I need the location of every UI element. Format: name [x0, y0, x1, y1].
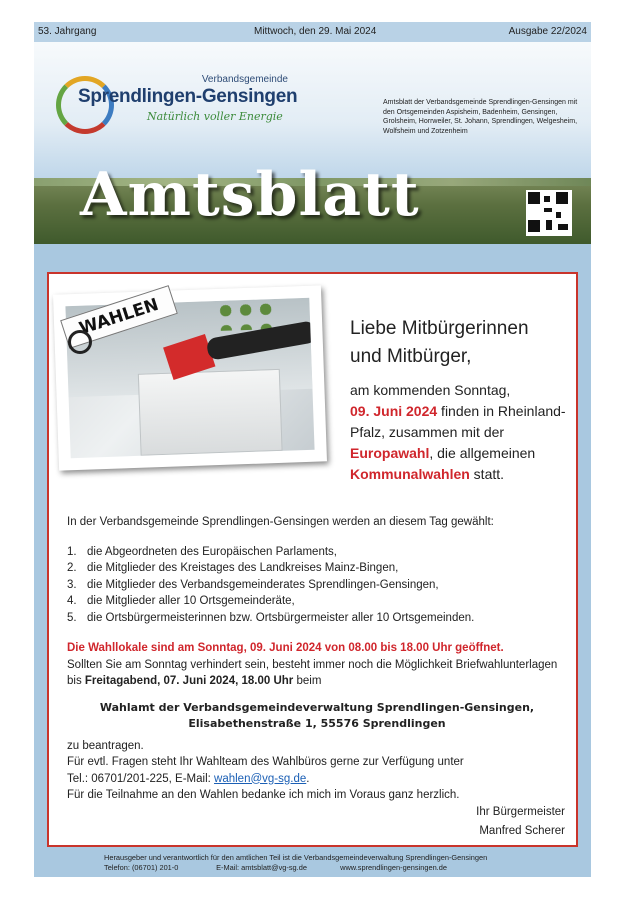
election-list [67, 544, 567, 627]
email-link[interactable]: wahlen@vg-sg.de [214, 772, 307, 785]
office-line-1: Wahlamt der Verbandsgemeindeverwaltung Sprendlingen-Gensingen, [99, 700, 535, 714]
lead-text: In der Verbandsgemeinde Sprendlingen-Gensingen werden an diesem Tag gewählt: [67, 516, 494, 528]
intro-text-d: statt. [469, 466, 505, 482]
qr-code-icon[interactable] [526, 190, 572, 236]
contact-text: Tel.: 06701/201-225, E-Mail: wahlen@vg-sg.de. [67, 772, 310, 785]
footer-phone: Telefon: (06701) 201-0 [104, 863, 179, 872]
volume-label: 53. Jahrgang [38, 26, 97, 37]
publication-description: Amtsblatt der Verbandsgemeinde Sprendlingen-Gensingen mit den Ortsgemeinden Aspisheim, Badenheim, Gensingen, Grolsheim, Horrweiler, St. Johann, Sprendlingen, Welgesheim, Wolfsheim und Zotzenheim [383, 99, 578, 135]
intro-paragraph [350, 380, 580, 485]
logo-name: Sprendlingen-Gensingen [78, 86, 298, 107]
ballot-box-icon [138, 369, 283, 456]
signature-title: Ihr Bürgermeister [476, 806, 565, 818]
list-item: 3. die Mitglieder des Verbandsgemeinderates Sprendlingen-Gensingen, [67, 578, 439, 591]
greeting-line-2: und Mitbürger, [350, 346, 472, 367]
footer-email[interactable]: E-Mail: amtsblatt@vg-sg.de [216, 863, 307, 872]
opening-hours: Die Wahllokale sind am Sonntag, 09. Juni 2024 von 08.00 bis 18.00 Uhr geöffnet. [67, 642, 504, 654]
apply-text: zu beantragen. [67, 739, 144, 752]
logo-slogan: Natürlich voller Energie [147, 110, 283, 123]
list-item: 1. die Abgeordneten des Europäischen Parlaments, [67, 545, 337, 558]
thanks-text: Für die Teilnahme an den Wahlen bedanke ich mich im Voraus ganz herzlich. [67, 789, 460, 801]
ballot-cross-icon [68, 330, 92, 354]
footer-website[interactable]: www.sprendlingen-gensingen.de [340, 863, 447, 872]
intro-text-c: , die allgemeinen [429, 445, 536, 461]
intro-text-a: am kommenden Sonntag, [350, 382, 511, 398]
article-body [67, 514, 567, 804]
list-item: 2. die Mitglieder des Kreistages des Landkreises Mainz-Bingen, [67, 562, 399, 574]
masthead-title: Amtsblatt [80, 160, 420, 230]
signature-name: Manfred Scherer [479, 825, 565, 837]
greeting [350, 315, 529, 371]
footer [104, 853, 544, 873]
list-item: 5. die Ortsbürgermeisterinnen bzw. Ortsbürgermeister aller 10 Ortsgemeinden. [67, 611, 475, 624]
footer-publisher: Herausgeber und verantwortlich für den amtlichen Teil ist die Verbandsgemeindeverwaltung Sprendlingen-Gensingen [104, 853, 488, 862]
office-line-2: Elisabethenstraße 1, 55576 Sprendlingen [188, 716, 446, 730]
election-date: 09. Juni 2024 [350, 403, 438, 419]
postal-vote-text: Sollten Sie am Sonntag verhindert sein, besteht immer noch die Möglichkeit Briefwahlunterlagen bis Freitagabend, 07. Juni 2024, 18.00 Uhr beim [67, 658, 558, 687]
kommunalwahlen-label: Kommunalwahlen [350, 466, 470, 482]
issue-number: Ausgabe 22/2024 [508, 26, 587, 37]
intro-text-b: finden in Rheinland-Pfalz, zusammen mit der [350, 403, 566, 440]
list-item: 4. die Mitglieder aller 10 Ortsgemeinderäte, [67, 595, 295, 607]
europawahl-label: Europawahl [350, 445, 430, 461]
signature [420, 803, 565, 841]
greeting-line-1: Liebe Mitbürgerinnen [350, 318, 529, 339]
issue-date: Mittwoch, den 29. Mai 2024 [254, 26, 377, 37]
logo-top-line: Verbandsgemeinde [201, 74, 288, 85]
questions-text: Für evtl. Fragen steht Ihr Wahlteam des Wahlbüros gerne zur Verfügung unter [67, 756, 464, 768]
header-bar [34, 22, 591, 42]
postal-deadline: Freitagabend, 07. Juni 2024, 18.00 Uhr [84, 675, 294, 687]
wahlen-sign: WAHLEN [60, 285, 178, 349]
